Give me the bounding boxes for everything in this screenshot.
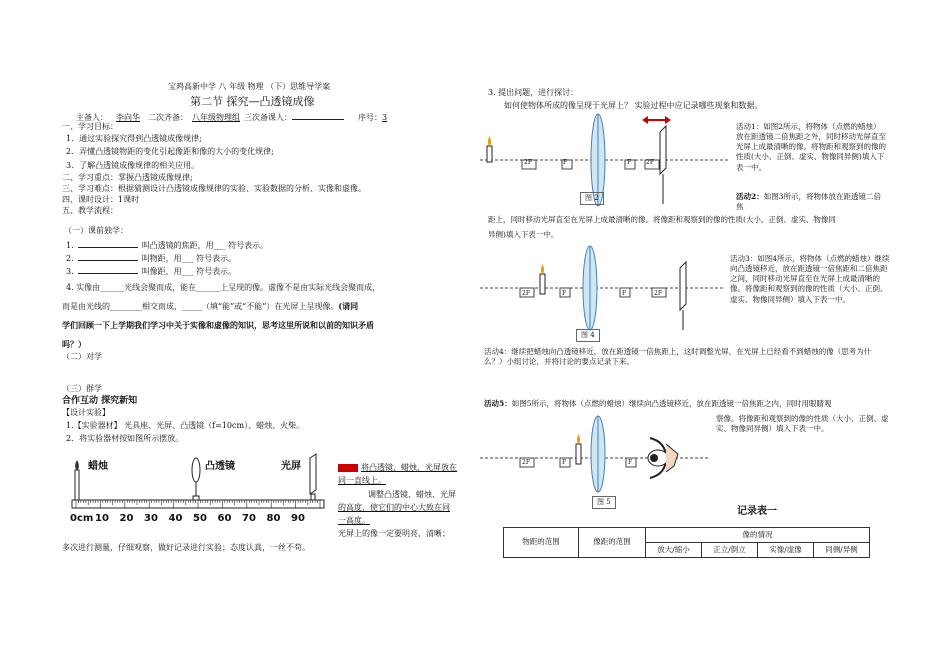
highlight-mark [338,464,358,472]
figure-4 [480,244,725,334]
prep-name: 李向华 [116,113,140,122]
activity-5-b: 察像。将像距和观察到的像的性质（大小、正倒、虚实、物像同异侧）填入下表一中。 [716,414,889,434]
note-7: 多次进行测量，仔细观察，做好记录进行实验；态度认真，一丝不苟。 [62,543,310,552]
table-header: 像的情况 [646,528,870,543]
goals-heading: 一、学习目标： [62,122,118,131]
activity-4: 活动4：继续把蜡烛向凸透镜移近，放在距透镜一倍焦距上，这时调整光屏，在光屏上已经看不到蜡烛的像（思考为什么？）小组讨论，并将讨论的要点记录下来。 [484,347,872,367]
record-table [503,527,870,558]
hours: 四、课时设计：1课时 [62,195,140,204]
serial-no: 3 [382,113,388,122]
candle-icon [487,146,492,162]
flame-icon [577,434,580,444]
question-3-sub: 如何使物体所成的像呈现于光屏上？ 实验过程中应记录哪些现象和数据。 [504,101,763,110]
figure-5 [480,414,710,494]
convex-lens-icon [192,458,200,482]
screen-icon [310,454,316,494]
group-study: （三）群学 [62,384,102,393]
table-title: 记录表一 [737,506,777,517]
activity-2-c: 异侧)填入下表一中。 [488,230,559,239]
goal-item: 3．了解凸透镜成像规律的相关应用。 [66,161,200,170]
explore-title: 合作互动 探究新知 [62,396,138,406]
candle-icon [576,444,581,464]
note-2: 同一直线上。 [338,476,386,485]
flame-icon [541,264,544,274]
note-1: 将凸透镜、蜡烛、光屏放在 [338,463,457,474]
activity-1: 活动1：如图2所示，将物体（点燃的蜡烛）放在距透镜二倍焦距之外，同时移动光屏直至光屏上成最清晰的像。将物距和观察到的像的性质(大小、正倒、虚实、物像同异侧)填入下表一中。 [736,122,886,172]
question-3: 3. 提出问题，进行探讨： [488,88,579,97]
q4-line-b: 而是由光线的________相交而成，_____（填“能”或“不能”）在光屏上呈现像。(请同 [62,301,359,311]
ruler-zero: 0cm [70,513,94,524]
ruler-ticks: 10 20 30 40 50 60 70 80 90 [95,513,305,524]
screen-icon [680,262,686,310]
placement: 2．将实验器材按如图所示摆放。 [66,434,184,443]
table-header: 像距的范围 [579,528,646,558]
prep-info: 主备人： 李向华 二次齐备： 八年级物理组 三次备课人： 序号：3 [76,110,387,124]
table-subheader: 实像/虚像 [758,543,814,558]
flame-icon [75,460,79,470]
note-4: 的高度，使它们的中心大致在同 [338,503,450,512]
table-subheader: 正立/倒立 [702,543,758,558]
q4-line-c: 学们回顾一下上学期我们学习中关于实像和虚像的知识，思考这里所说和以前的知识矛盾 [62,320,374,330]
activity-2-b: 距上，同时移动光屏直至在光屏上成最清晰的像。将像距和观察到的像的性质(大小、正倒、虚实、物像同 [488,215,836,224]
note-6: 光屏上的像一定要明亮，清晰； [338,529,450,538]
goal-item: 2．弄懂凸透镜物距的变化引起像距和像的大小的变化规律; [66,147,274,156]
screen-label: 光屏 [281,461,301,472]
blank-line-1: 1. 叫凸透镜的焦距，用___ 符号表示。 [66,238,268,252]
candle-icon [540,274,545,294]
lens-label: 凸透镜 [205,461,235,472]
pair-study: （二）对学 [62,352,102,361]
eye-icon [648,438,678,478]
difficulty: 三、学习难点：根据猜测设计凸透镜成像规律的实验、实验数据的分析、实像和虚像。 [62,184,366,193]
table-header: 物距的范围 [504,528,579,558]
activity-5-a: 活动5：如图5所示，将物体（点燃的蜡烛）继续向凸透镜移近，放在距透镜一倍焦距之内，同时用眼睛观 [484,399,832,408]
figure-2 [480,112,730,212]
figure-5-caption: 图 5 [592,496,616,509]
note-5: 一高度。 [338,516,370,525]
key-point: 二、学习重点：掌握凸透镜成像规律; [62,173,193,182]
blank-line-3: 3. 叫像距，用___ 符号表示。 [66,264,236,278]
table-subheader: 同侧/异侧 [814,543,870,558]
figure-2-caption: 图 2 [580,192,604,205]
flame-icon [488,136,491,146]
activity-2-a: 活动2：如图3所示，将物体放在距透镜二倍焦 [736,192,881,212]
q4-line-a: 4. 实像由______光线会聚而成，能在______上呈现的像。虚像不是由实际光线会聚而成， [66,283,381,292]
page-title: 第二节 探究—凸透镜成像 [190,95,315,108]
screen-icon [660,126,666,174]
process: 五、教学流程： [62,206,118,215]
activity-3: 活动3：如图4所示，将物体（点燃的蜡烛）继续向凸透镜移近，放在距透镜一倍焦距和二倍焦距之间，同时移动光屏直至在光屏上成最清晰的像。将像距和观察到的像的性质（大小、正倒、虚实、物像同异侧）填入下表一中。 [730,254,890,304]
candle-label: 蜡烛 [88,461,108,472]
school-line: 宝鸡高新中学 八 年级 物理 （下）思维导学案 [168,82,331,91]
table-subheader: 放大/缩小 [646,543,702,558]
blank-line-2: 2. 叫物距，用___ 符号表示。 [66,251,236,265]
equipment: 1.【实验器材】 光具座、光屏、凸透镜（f=10cm）、蜡烛、火柴。 [66,421,305,430]
self-study-heading: （一）课前独学： [64,226,128,235]
q4-line-d: 吗？） [62,339,86,349]
figure-4-caption: 图 4 [576,329,600,342]
prep-group: 八年级物理组 [192,113,240,122]
note-3: 调整凸透镜、蜡烛、光屏 [368,490,456,499]
goal-item: 1．通过实验探究得到凸透镜成像规律; [66,134,202,143]
design-heading: 【设计实验】 [62,408,110,417]
